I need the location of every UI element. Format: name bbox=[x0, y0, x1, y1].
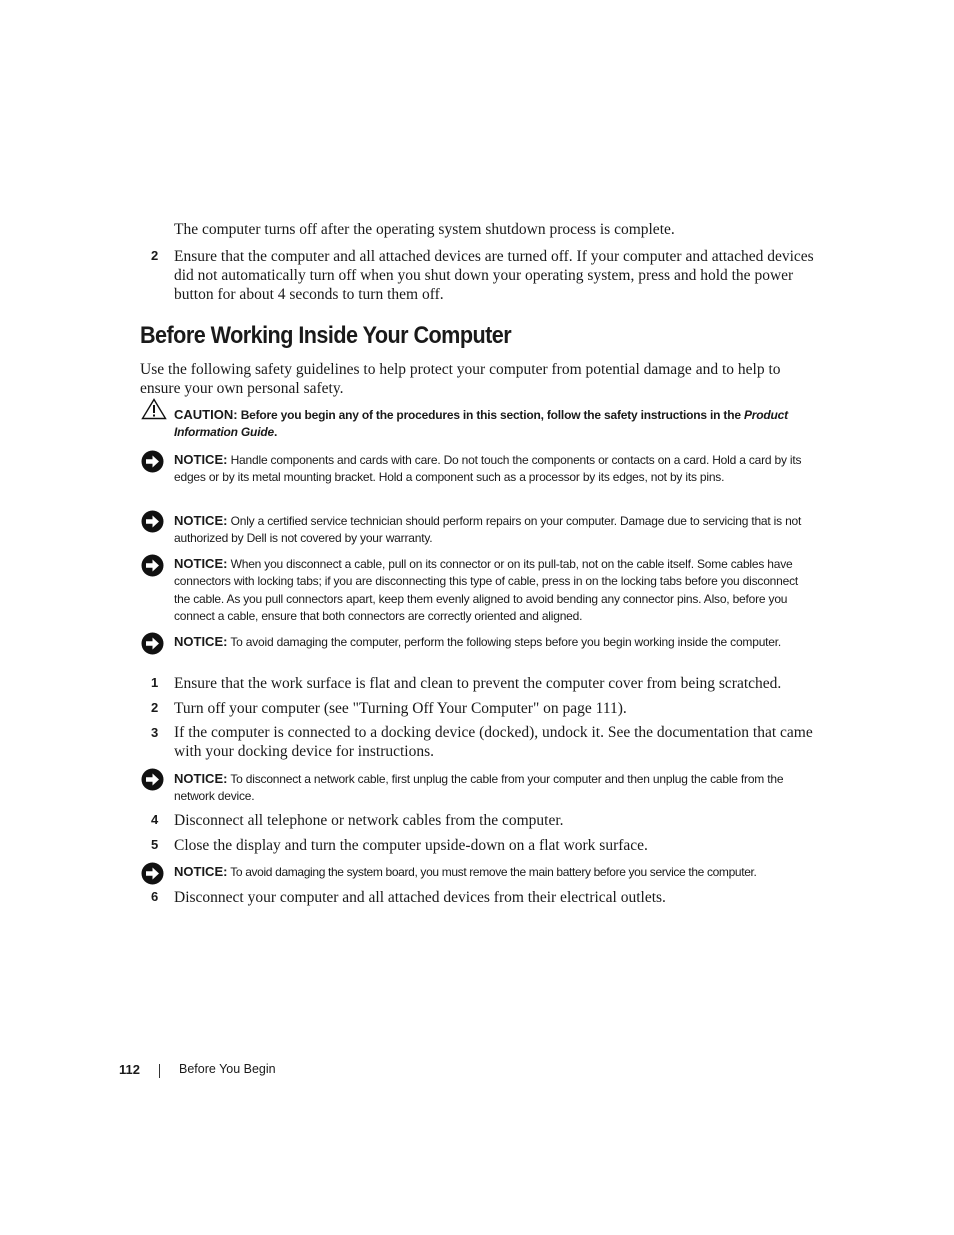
notice-text: To avoid damaging the system board, you must remove the main battery before you service the computer. bbox=[230, 865, 757, 879]
step-number: 1 bbox=[151, 675, 159, 690]
step-text: Disconnect your computer and all attached devices from their electrical outlets. bbox=[174, 889, 666, 906]
notice-label: NOTICE: bbox=[174, 556, 228, 571]
footer-divider bbox=[159, 1064, 160, 1078]
caution-label: CAUTION: bbox=[174, 407, 238, 422]
notice-label: NOTICE: bbox=[174, 634, 228, 649]
notice bbox=[174, 512, 814, 548]
notice-label: NOTICE: bbox=[174, 771, 228, 786]
notice-text: When you disconnect a cable, pull on its connector or on its pull-tab, not on the cable itself. Some cables have connectors with locking tabs; if you are disconnecting this type of cable, press in on the locking tabs before you disconnect the cable. As you pull connectors apart, keep them evenly aligned to avoid bending any connector pins. Also, before you connect a cable, ensure that both connectors are correctly oriented and aligned. bbox=[174, 557, 799, 623]
step-number: 4 bbox=[151, 812, 159, 827]
notice-text: Handle components and cards with care. Do not touch the components or contacts on a card. Hold a card by its edges or by its metal mounting bracket. Hold a component such as a processor by its edges, not by its pins. bbox=[174, 453, 802, 485]
chapter-title: Before You Begin bbox=[179, 1062, 276, 1076]
step-text: Ensure that the computer and all attached devices are turned off. If your computer and attached devices did not automatically turn off when you shut down your operating system, press and hold the power button for about 4 seconds to turn them off. bbox=[174, 248, 814, 303]
step-number: 5 bbox=[151, 837, 159, 852]
step-text: Ensure that the work surface is flat and clean to prevent the computer cover from being scratched. bbox=[174, 675, 782, 692]
caution-text bbox=[174, 406, 814, 442]
step-text: Turn off your computer (see "Turning Off Your Computer" on page 111). bbox=[174, 700, 627, 717]
step-number: 3 bbox=[151, 725, 159, 740]
step-number: 6 bbox=[151, 889, 159, 904]
section-title: Before Working Inside Your Computer bbox=[140, 322, 512, 349]
notice-label: NOTICE: bbox=[174, 864, 228, 879]
caution-guide: Product Information Guide bbox=[174, 408, 788, 440]
notice bbox=[174, 555, 814, 625]
notice-icon bbox=[141, 554, 164, 577]
notice-text: Only a certified service technician should perform repairs on your computer. Damage due to servicing that is not authorized by Dell is not covered by your warranty. bbox=[174, 514, 802, 546]
notice-icon bbox=[141, 862, 164, 885]
step-number: 2 bbox=[151, 248, 159, 263]
notice bbox=[174, 770, 814, 806]
notice-icon bbox=[141, 450, 164, 473]
caution-body: Before you begin any of the procedures in this section, follow the safety instructions in the bbox=[240, 408, 741, 422]
notice-icon bbox=[141, 632, 164, 655]
notice-text: To disconnect a network cable, first unplug the cable from your computer and then unplug the cable from the network device. bbox=[174, 772, 784, 804]
notice-icon bbox=[141, 510, 164, 533]
notice-label: NOTICE: bbox=[174, 452, 228, 467]
intro-line: The computer turns off after the operating system shutdown process is complete. bbox=[174, 221, 675, 238]
notice bbox=[174, 863, 814, 881]
notice-label: NOTICE: bbox=[174, 513, 228, 528]
notice-text: To avoid damaging the computer, perform the following steps before you begin working inside the computer. bbox=[230, 635, 782, 649]
step-text: Disconnect all telephone or network cables from the computer. bbox=[174, 812, 564, 829]
notice bbox=[174, 633, 814, 651]
caution-icon bbox=[141, 398, 167, 420]
notice bbox=[174, 451, 814, 487]
section-lead: Use the following safety guidelines to help protect your computer from potential damage and to help to ensure your own personal safety. bbox=[140, 361, 781, 397]
page-number: 112 bbox=[119, 1062, 140, 1077]
caution-end: . bbox=[273, 425, 278, 440]
step-text: Close the display and turn the computer upside-down on a flat work surface. bbox=[174, 837, 648, 854]
step-number: 2 bbox=[151, 700, 159, 715]
notice-icon bbox=[141, 768, 164, 791]
step-text: If the computer is connected to a docking device (docked), undock it. See the documentation that came with your docking device for instructions. bbox=[174, 724, 813, 760]
